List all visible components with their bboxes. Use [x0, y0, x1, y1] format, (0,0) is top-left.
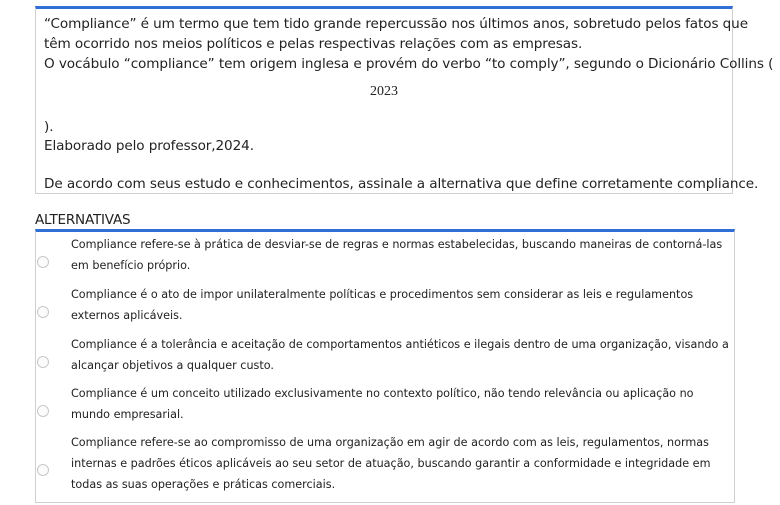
question-text-line: O vocábulo “compliance” tem origem inglesa e provém do verbo “to comply”, segundo o Dicionário Collins ( — [44, 56, 774, 72]
radio-button[interactable] — [37, 464, 49, 476]
alternatives-heading: ALTERNATIVAS — [35, 212, 131, 228]
alternative-text[interactable]: Compliance refere-se ao compromisso de uma organização em agir de acordo com as leis, regulamentos, normas internas e padrões éticos aplicáveis ao seu setor de atuação, buscando garantir a conformidade e integridade em todas as suas operações e práticas comerciais. — [71, 436, 711, 491]
alternative-text[interactable]: Compliance é a tolerância e aceitação de comportamentos antiéticos e ilegais dentro de uma organização, visando a alcançar objetivos a qualquer custo. — [71, 338, 729, 372]
question-source: Elaborado pelo professor,2024. — [44, 138, 254, 154]
alternative-text[interactable]: Compliance é um conceito utilizado exclusivamente no contexto político, não tendo relevância ou aplicação no mundo empresarial. — [71, 387, 694, 421]
radio-button[interactable] — [37, 356, 49, 368]
question-text-line: têm ocorrido nos meios políticos e pelas respectivas relações com as empresas. — [44, 36, 583, 52]
citation-year: 2023 — [370, 84, 398, 99]
alternative-text[interactable]: Compliance refere-se à prática de desviar-se de regras e normas estabelecidas, buscando maneiras de contorná-las em benefício próprio. — [71, 238, 723, 272]
alternative-text[interactable]: Compliance é o ato de impor unilateralmente políticas e procedimentos sem considerar as leis e regulamentos externos aplicáveis. — [71, 288, 694, 322]
radio-button[interactable] — [37, 256, 49, 268]
radio-button[interactable] — [37, 306, 49, 318]
question-text-line: ). — [44, 119, 54, 135]
alternatives-list — [35, 229, 735, 503]
question-statement-box — [35, 6, 774, 194]
radio-button[interactable] — [37, 405, 49, 417]
question-prompt: De acordo com seus estudo e conhecimentos, assinale a alternativa que define corretamente compliance. — [44, 176, 759, 192]
question-text-line: “Compliance” é um termo que tem tido grande repercussão nos últimos anos, sobretudo pelos fatos que — [44, 16, 748, 32]
